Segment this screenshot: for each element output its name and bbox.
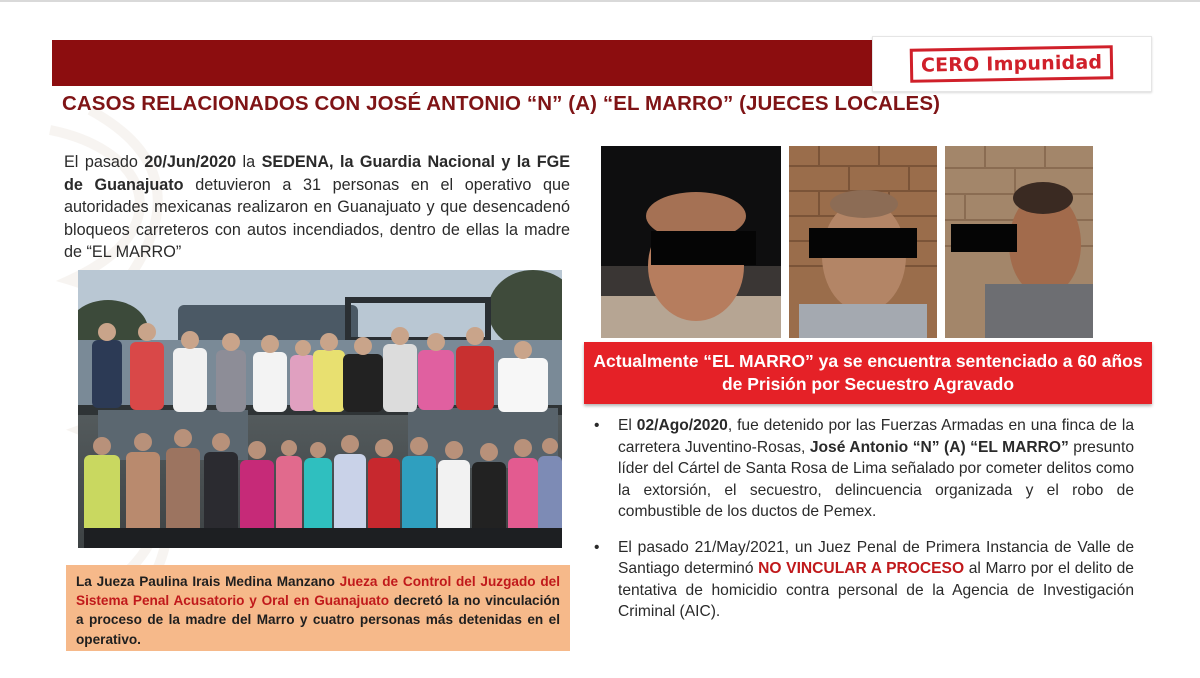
caption-judge: La Jueza Paulina Irais Medina Manzano xyxy=(76,574,340,589)
top-border xyxy=(0,0,1200,2)
cero-impunidad-logo xyxy=(872,36,1152,92)
intro-agencies: SEDENA, la Guardia Nacional y la FGE de Guanajuato xyxy=(64,153,570,194)
bullet-date: 02/Ago/2020 xyxy=(636,417,728,434)
intro-text-2: la xyxy=(236,153,262,171)
sentence-banner: Actualmente “EL MARRO” ya se encuentra sentenciado a 60 años de Prisión por Secuestro Agravado xyxy=(584,342,1152,404)
bullet-text: al Marro por el delito de tentativa de homicidio contra personal de la Agencia de Investigación Criminal (AIC). xyxy=(618,560,1134,620)
intro-text-3: detuvieron a 31 personas en el operativo que autoridades mexicanas realizaron en Guanajuato y que desencadenó bloqueos carreteros con autos incendiados, dentro de ellas la madre de “EL MARRO” xyxy=(64,175,570,262)
list-item xyxy=(594,537,1134,623)
facts-list xyxy=(594,415,1134,623)
bullet-text: El pasado 21/May/2021, un Juez Penal de Primera Instancia de Valle de Santiago determinó xyxy=(618,538,1134,577)
mugshot-3 xyxy=(945,146,1093,338)
group-detainees-photo xyxy=(78,270,562,548)
bullet-highlight: NO VINCULAR A PROCESO xyxy=(758,560,965,577)
intro-text-1: El pasado xyxy=(64,153,145,171)
intro-paragraph xyxy=(64,151,570,264)
mugshot-1 xyxy=(601,146,781,338)
bullet-dot: • xyxy=(594,538,600,556)
list-item xyxy=(594,415,1134,523)
bullet-text: El xyxy=(618,417,637,434)
caption-court: Jueza de Control del Juzgado del Sistema Penal Acusatorio y Oral en Guanajuato xyxy=(76,574,560,609)
caption-decision: decretó la no vinculación a proceso de la madre del Marro y cuatro personas más detenidas en el operativo. xyxy=(76,593,560,647)
bullet-text: , fue detenido por las Fuerzas Armadas en una finca de la carretera Juventino-Rosas, xyxy=(618,417,1134,456)
bullet-text: presunto líder del Cártel de Santa Rosa de Lima señalado por cometer delitos como la extorsión, el secuestro, delincuencia organizada y el robo de combustible de los ductos de Pemex. xyxy=(618,438,1134,520)
bullet-dot: • xyxy=(594,417,600,434)
stamp-text: CERO Impunidad xyxy=(921,51,1103,77)
stamp-frame xyxy=(910,45,1114,83)
page-title: CASOS RELACIONADOS CON JOSÉ ANTONIO “N” (A) “EL MARRO” (JUECES LOCALES) xyxy=(62,92,941,115)
judge-caption-box xyxy=(66,565,570,651)
mugshot-2 xyxy=(789,146,937,338)
intro-date: 20/Jun/2020 xyxy=(144,153,237,171)
bullet-name: José Antonio “N” (A) “EL MARRO” xyxy=(809,438,1069,456)
